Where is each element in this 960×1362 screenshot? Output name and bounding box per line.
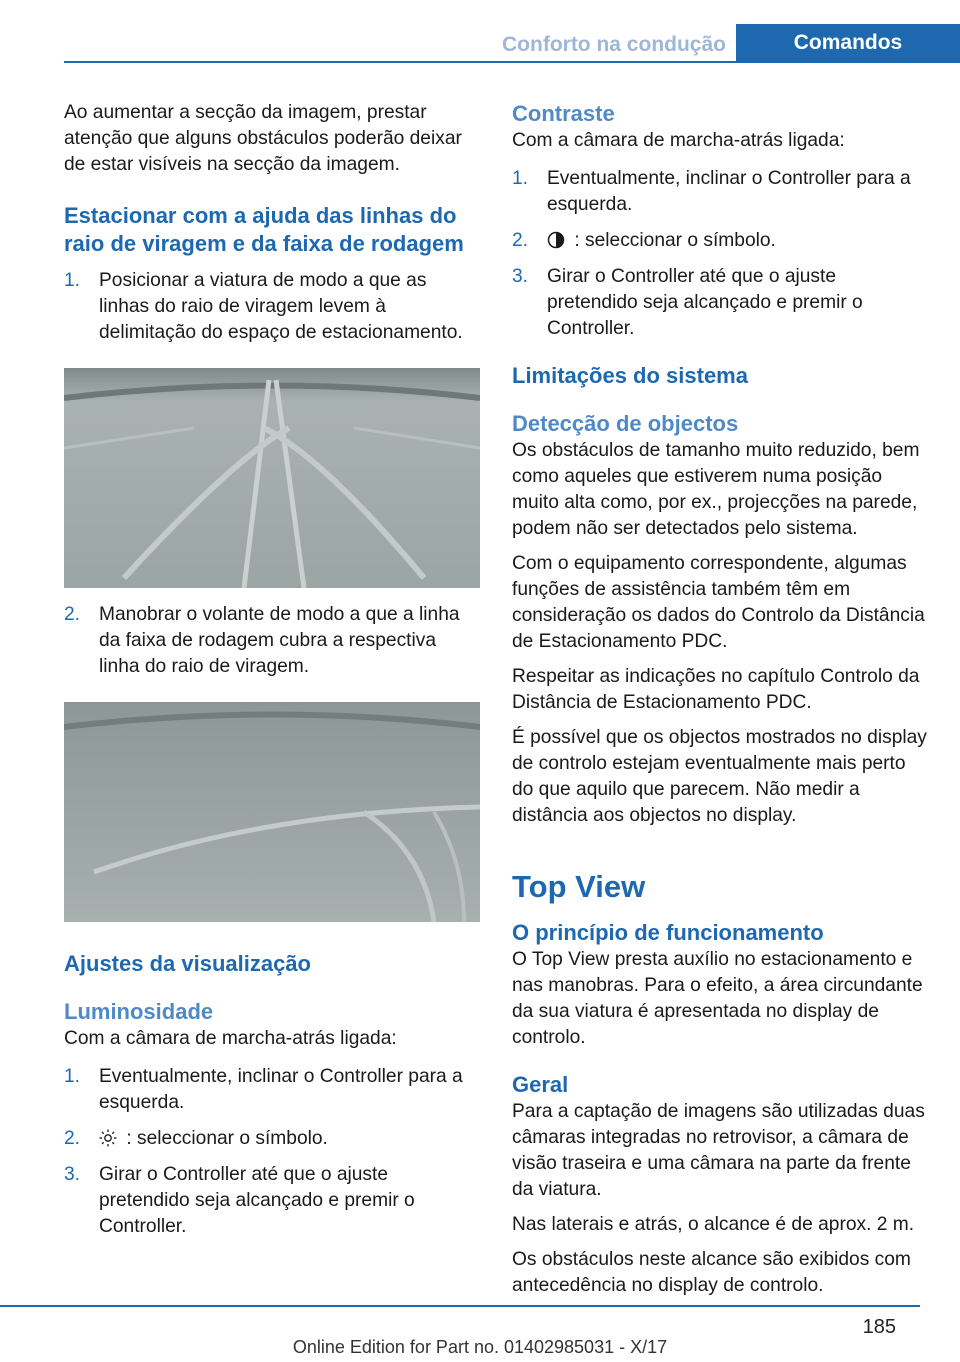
- detection-paragraph: Com o equipamento correspondente, algumas funções de assistência também têm em consideração os dados do Controlo da Distância de Estacionamento PDC.: [512, 553, 925, 652]
- header-chapter-tab: Comandos: [736, 24, 960, 62]
- lane-line-camera-image: [64, 702, 480, 922]
- brightness-steps-list: [64, 1064, 480, 1240]
- list-item: [64, 1162, 480, 1240]
- page-number: 185: [862, 1316, 896, 1338]
- list-item: [512, 166, 932, 218]
- header-rule: [64, 61, 960, 63]
- brightness-heading: Luminosidade: [64, 999, 214, 1024]
- contrast-steps-list: [512, 166, 932, 342]
- parking-steps-list-2: [64, 602, 480, 680]
- parking-heading: Estacionar com a ajuda das linhas do raio de viragem e da faixa de rodagem: [64, 203, 464, 256]
- parking-steps-list-1: [64, 268, 480, 346]
- detection-paragraph: Respeitar as indicações no capítulo Controlo da Distância de Estacionamento PDC.: [512, 666, 920, 713]
- list-item: [64, 1126, 480, 1152]
- turning-radius-camera-image: [64, 368, 480, 588]
- general-paragraph: Nas laterais e atrás, o alcance é de aprox. 2 m.: [512, 1214, 915, 1235]
- left-column: [64, 100, 480, 1250]
- general-paragraph: Os obstáculos neste alcance são exibidos com antecedência no display de controlo.: [512, 1249, 911, 1296]
- step-number: 2.: [64, 604, 81, 625]
- principle-heading: O princípio de funcionamento: [512, 920, 824, 945]
- step-number: 1.: [64, 270, 81, 291]
- sun-icon: [99, 1129, 117, 1147]
- list-item: [512, 228, 932, 254]
- step-text: Manobrar o volante de modo a que a linha da faixa de rodagem cubra a respectiva linha do raio de viragem.: [99, 604, 460, 677]
- step-text: Posicionar a viatura de modo a que as linhas do raio de viragem levem à delimitação do espaço de estacionamento.: [99, 270, 463, 343]
- step-number: 3.: [512, 266, 529, 287]
- footer-rule: [0, 1305, 920, 1307]
- step-text: Eventualmente, inclinar o Controller para a esquerda.: [99, 1066, 463, 1113]
- step-text: Girar o Controller até que o ajuste pretendido seja alcançado e premir o Controller.: [99, 1164, 415, 1237]
- principle-paragraph: O Top View presta auxílio no estacionamento e nas manobras. Para o efeito, a área circundante da sua viatura é apresentada no display de controlo.: [512, 949, 923, 1048]
- detection-paragraph: É possível que os objectos mostrados no display de controlo estejam eventualmente mais perto do que aquilo que parecem. Não medir a distância aos objectos no display.: [512, 727, 927, 826]
- header-section-tab: Conforto na condução: [502, 33, 726, 56]
- right-column: [512, 100, 932, 1299]
- step-text: Eventualmente, inclinar o Controller para a esquerda.: [547, 168, 911, 215]
- step-number: 1.: [512, 168, 529, 189]
- list-item: [512, 264, 932, 342]
- general-paragraph: Para a captação de imagens são utilizadas duas câmaras integradas no retrovisor, a câmara de visão traseira e uma câmara na parte da frente da viatura.: [512, 1101, 925, 1200]
- step-text: Girar o Controller até que o ajuste pretendido seja alcançado e premir o Controller.: [547, 266, 863, 339]
- display-settings-heading: Ajustes da visualização: [64, 951, 311, 976]
- contrast-intro: Com a câmara de marcha-atrás ligada:: [512, 130, 845, 151]
- top-view-heading: Top View: [512, 869, 646, 904]
- detection-paragraph: Os obstáculos de tamanho muito reduzido, bem como aqueles que estiverem numa posição muito alta como, por ex., projecções na parede, podem não ser detectados pelo sistema.: [512, 440, 920, 539]
- step-text: : seleccionar o símbolo.: [121, 1128, 328, 1149]
- general-heading: Geral: [512, 1072, 569, 1097]
- contrast-heading: Contraste: [512, 101, 615, 126]
- step-number: 3.: [64, 1164, 81, 1185]
- lane-lines-graphic: [64, 702, 480, 922]
- contrast-icon: [547, 231, 565, 249]
- footer-edition: Online Edition for Part no. 01402985031 - X/17: [292, 1337, 668, 1357]
- system-limits-heading: Limitações do sistema: [512, 363, 748, 388]
- list-item: [64, 268, 480, 346]
- list-item: [64, 1064, 480, 1116]
- intro-paragraph: Ao aumentar a secção da imagem, prestar atenção que alguns obstáculos poderão deixar de estar visíveis na secção da imagem.: [64, 102, 462, 175]
- step-number: 2.: [64, 1128, 81, 1149]
- step-number: 2.: [512, 230, 529, 251]
- object-detection-heading: Detecção de objectos: [512, 411, 739, 436]
- turning-radius-lines-graphic: [64, 368, 480, 588]
- brightness-intro: Com a câmara de marcha-atrás ligada:: [64, 1028, 397, 1049]
- step-number: 1.: [64, 1066, 81, 1087]
- step-text: : seleccionar o símbolo.: [569, 230, 776, 251]
- list-item: [64, 602, 480, 680]
